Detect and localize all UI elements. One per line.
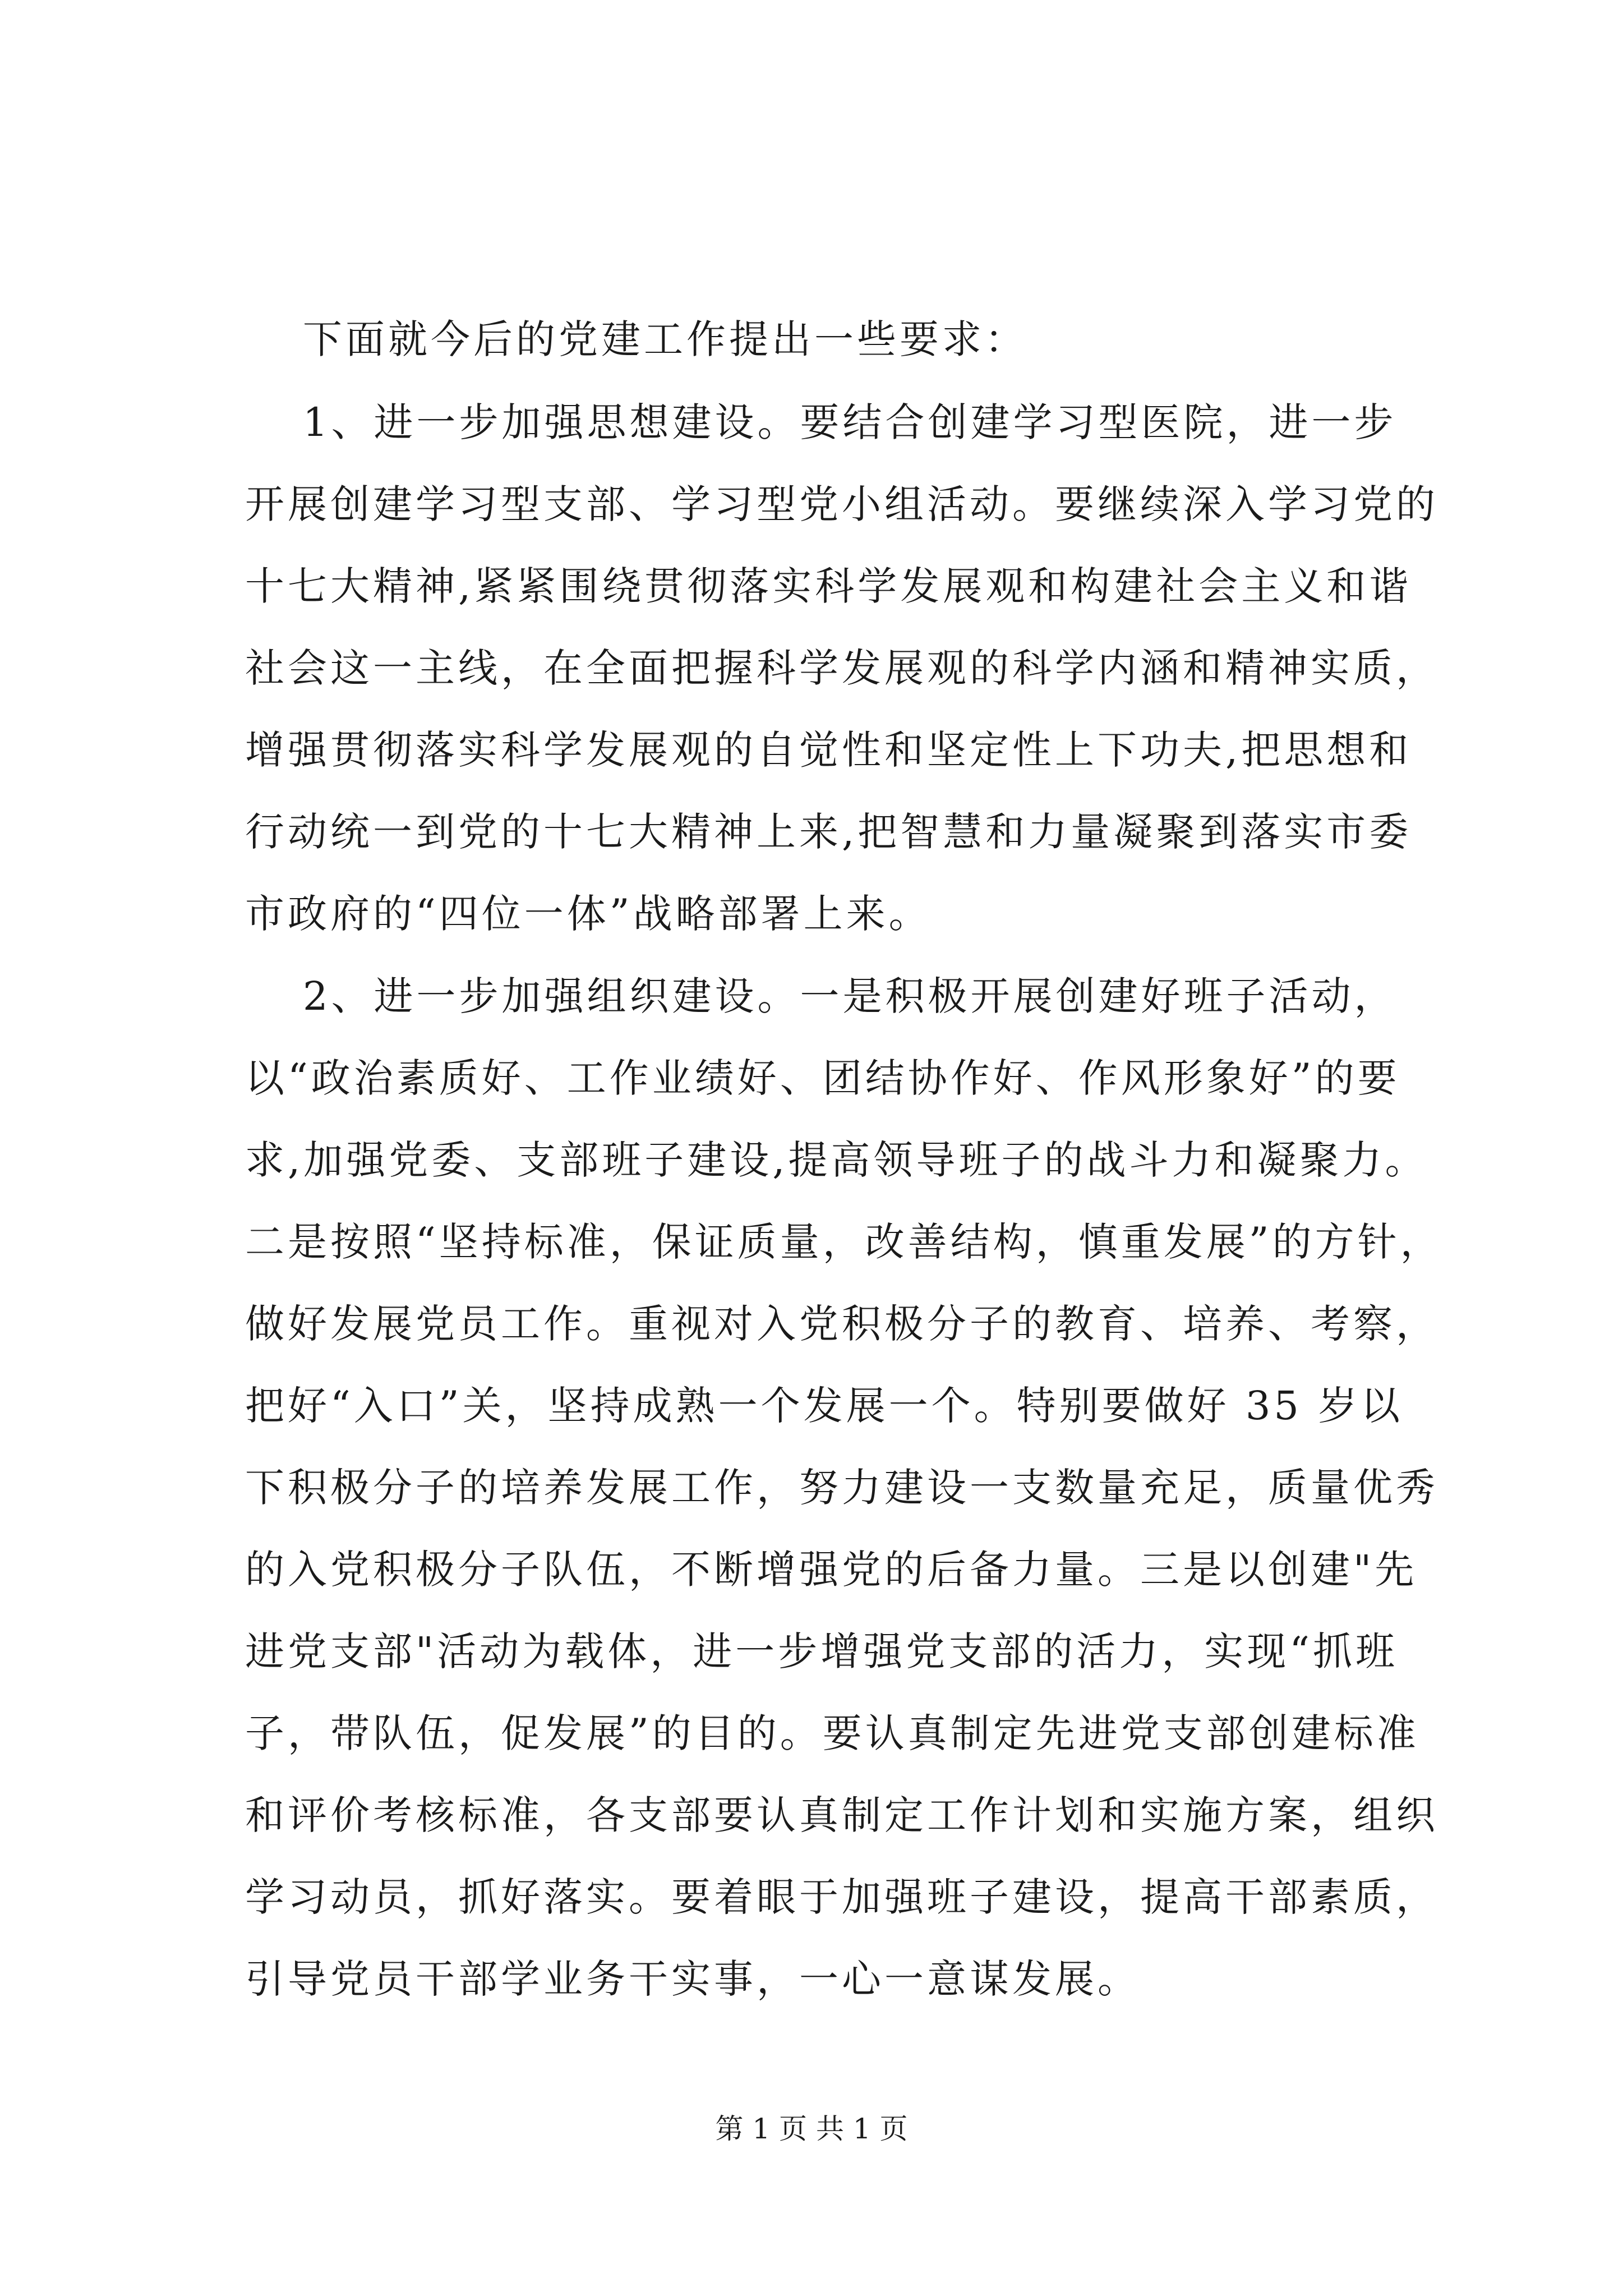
paragraph-2-line: 二是按照“坚持标准，保证质量，改善结构，慎重发展”的方针， xyxy=(245,1219,1443,1265)
paragraph-1-line: 开展创建学习型支部、学习型党小组活动。要继续深入学习党的 xyxy=(245,481,1438,527)
paragraph-2-line: 下积极分子的培养发展工作，努力建设一支数量充足，质量优秀 xyxy=(245,1465,1438,1511)
paragraph-2-line: 引导党员干部学业务干实事，一心一意谋发展。 xyxy=(245,1956,1140,2002)
paragraph-2-line: 做好发展党员工作。重视对入党积极分子的教育、培养、考察， xyxy=(245,1301,1438,1347)
paragraph-intro: 下面就今后的党建工作提出一些要求： xyxy=(303,316,1027,362)
paragraph-2-line: 子，带队伍，促发展”的目的。要认真制定先进党支部创建标准 xyxy=(245,1710,1419,1756)
paragraph-1-line: 1、进一步加强思想建设。要结合创建学习型医院，进一步 xyxy=(303,399,1397,445)
paragraph-2-line: 2、进一步加强组织建设。一是积极开展创建好班子活动， xyxy=(303,973,1397,1019)
paragraph-2-line: 进党支部"活动为载体，进一步增强党支部的活力，实现“抓班 xyxy=(245,1628,1398,1674)
paragraph-2-line: 以“政治素质好、工作业绩好、团结协作好、作风形象好”的要 xyxy=(245,1055,1400,1101)
paragraph-1-line: 市政府的“四位一体”战略部署上来。 xyxy=(245,891,932,937)
paragraph-1-line: 十七大精神,紧紧围绕贯彻落实科学发展观和构建社会主义和谐 xyxy=(245,563,1412,609)
paragraph-2-line: 和评价考核标准，各支部要认真制定工作计划和实施方案，组织 xyxy=(245,1792,1438,1838)
page-number-footer: 第 1 页 共 1 页 xyxy=(715,2113,908,2145)
paragraph-2-line: 的入党积极分子队伍，不断增强党的后备力量。三是以创建"先 xyxy=(245,1547,1418,1593)
paragraph-2-line: 求,加强党委、支部班子建设,提高领导班子的战斗力和凝聚力。 xyxy=(245,1137,1428,1183)
paragraph-2-line: 把好“入口”关，坚持成熟一个发展一个。特别要做好 35 岁以 xyxy=(245,1383,1404,1429)
paragraph-2-line: 学习动员，抓好落实。要着眼于加强班子建设，提高干部素质， xyxy=(245,1874,1438,1920)
paragraph-1-line: 增强贯彻落实科学发展观的自觉性和坚定性上下功夫,把思想和 xyxy=(245,727,1412,773)
paragraph-1-line: 社会这一主线，在全面把握科学发展观的科学内涵和精神实质， xyxy=(245,645,1438,691)
paragraph-1-line: 行动统一到党的十七大精神上来,把智慧和力量凝聚到落实市委 xyxy=(245,809,1412,855)
